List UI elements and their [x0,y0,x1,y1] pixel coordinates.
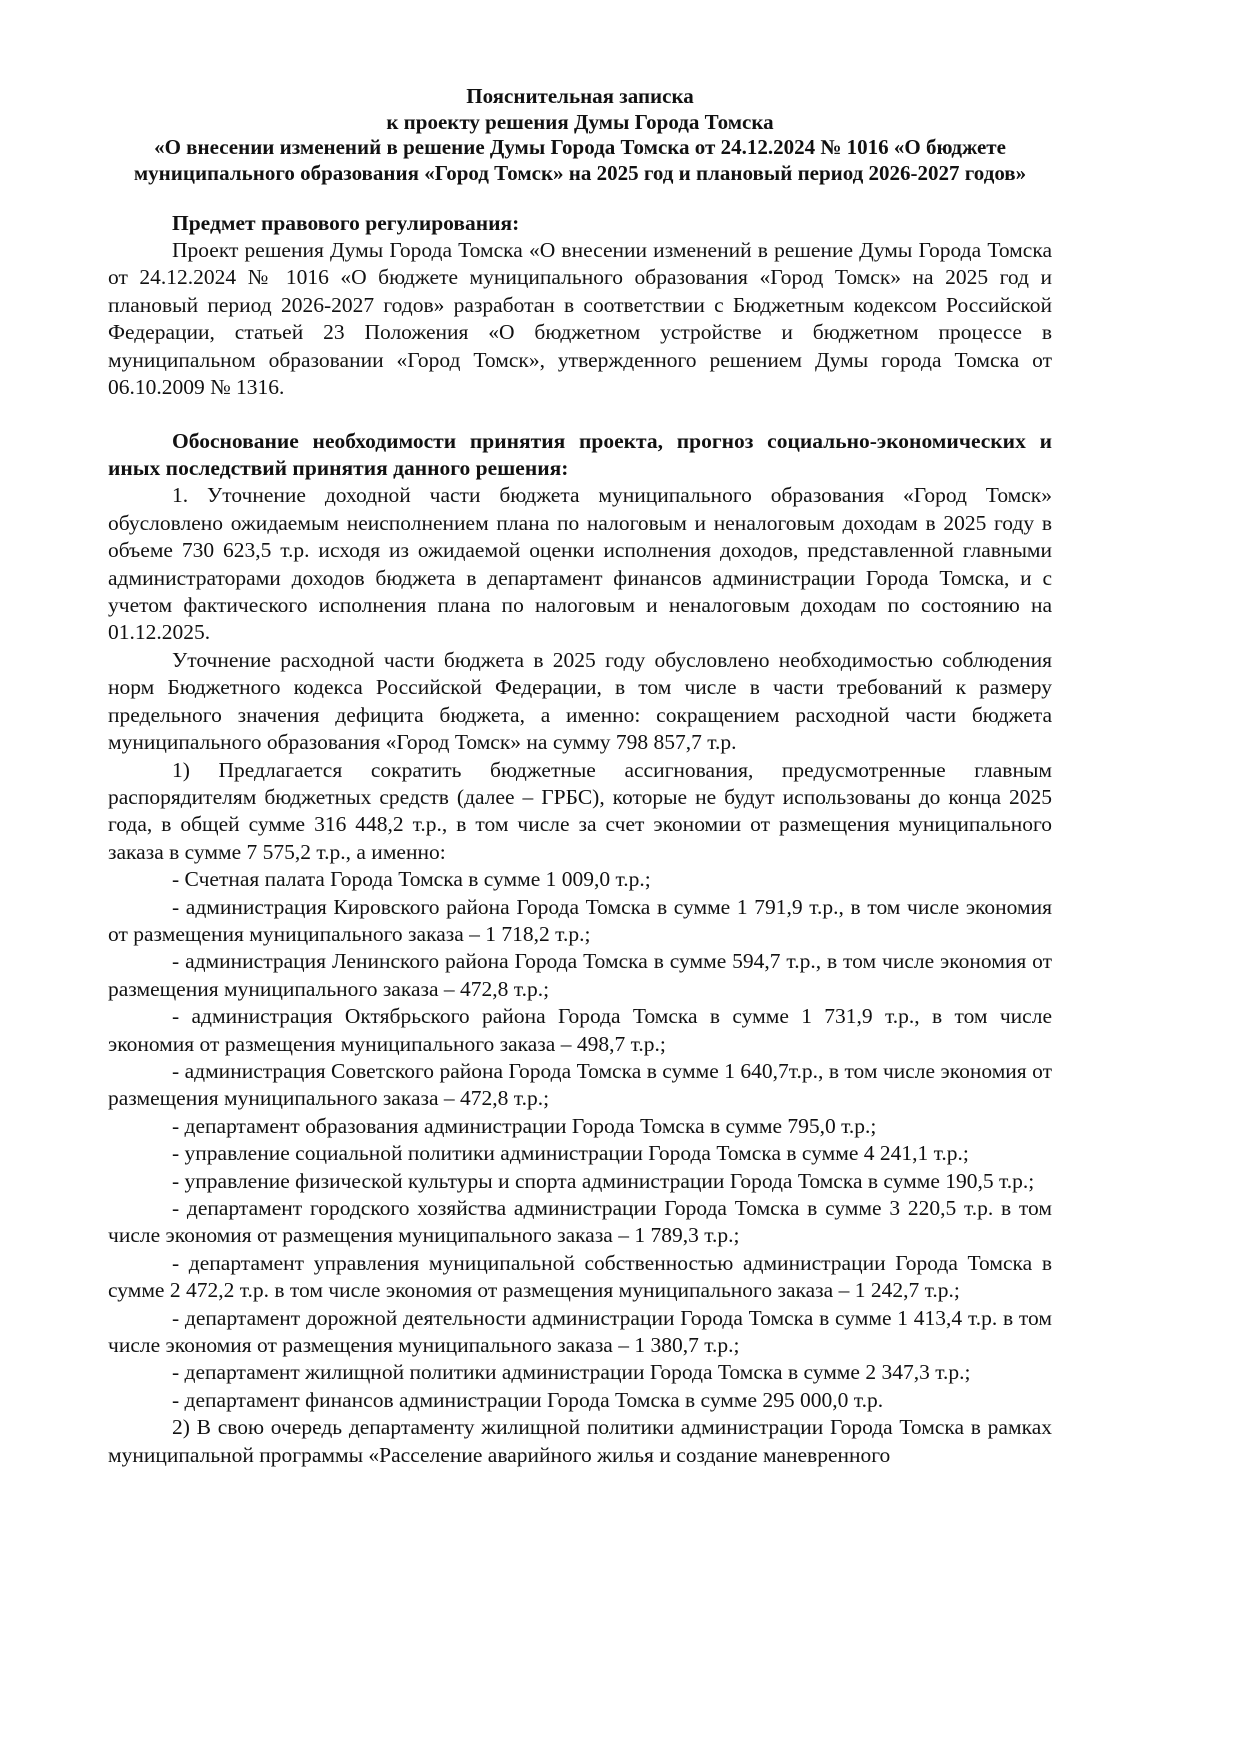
list-item: - департамент финансов администрации Города Томска в сумме 295 000,0 т.р. [172,1387,884,1412]
list-item: - департамент городского хозяйства администрации Города Томска в сумме 3 220,5 т.р. в том числе экономия от размещения муниципального заказа – 1 789,3 т.р.; [108,1196,1052,1248]
list-item: - департамент управления муниципальной собственностью администрации Города Томска в сумме 2 472,2 т.р. в том числе экономия от размещения муниципального заказа – 1 242,7 т.р.; [108,1250,1052,1303]
document-page [108,84,1052,1469]
document-subject: «О внесении изменений в решение Думы Города Томска от 24.12.2024 № 1016 «О бюджете муниципального образования «Город Томск» на 2025 год и плановый период 2026-2027 годов» [133,135,1027,185]
document-title: Пояснительная записка [466,84,694,108]
paragraph: Уточнение расходной части бюджета в 2025 году обусловлено необходимостью соблюдения норм Бюджетного кодекса Российской Федерации, в том числе в части требований к размеру предельного значения дефицита бюджета, а именно: сокращением расходной части бюджета муниципального образования «Город Томск» на сумму 798 857,7 т.р. [108,647,1052,755]
list-item: - администрация Октябрьского района Города Томска в сумме 1 731,9 т.р., в том числе экономия от размещения муниципального заказа – 498,7 т.р.; [108,1004,1052,1056]
list-item: - управление социальной политики администрации Города Томска в сумме 4 241,1 т.р.; [172,1141,969,1166]
paragraph: 1. Уточнение доходной части бюджета муниципального образования «Город Томск» обусловлено ожидаемым неисполнением плана по налоговым и неналоговым доходам в 2025 году в объеме 730 623,5 т.р. исходя из ожидаемой оценки исполнения доходов, представленной главными администраторами доходов бюджета в департамент финансов администрации Города Томска, и с учетом фактического исполнения плана по налоговым и неналоговым доходам по состоянию на 01.12.2025. [108,483,1052,645]
list-item: - департамент жилищной политики администрации Города Томска в сумме 2 347,3 т.р.; [172,1360,971,1385]
paragraph-regulation: Проект решения Думы Города Томска «О внесении изменений в решение Думы Города Томска от 24.12.2024 № 1016 «О бюджете муниципального образования «Город Томск» на 2025 год и плановый период 2026-2027 годов» разработан в соответствии с Бюджетным кодексом Российской Федерации, статьей 23 Положения «О бюджетном устройстве и бюджетном процессе в муниципальном образовании «Город Томск», утвержденного решением Думы города Томска от 06.10.2009 № 1316. [108,238,1052,400]
list-item: - управление физической культуры и спорта администрации Города Томска в сумме 190,5 т.р.; [172,1168,1035,1193]
list-item: - Счетная палата Города Томска в сумме 1 009,0 т.р.; [172,867,651,892]
paragraph: 1) Предлагается сократить бюджетные ассигнования, предусмотренные главным распорядителям бюджетных средств (далее – ГРБС), которые не будут использованы до конца 2025 года, в общей сумме 316 448,2 т.р., в том числе за счет экономии от размещения муниципального заказа в сумме 7 575,2 т.р., а именно: [108,757,1052,864]
paragraph-closing: 2) В свою очередь департаменту жилищной политики администрации Города Томска в рамках муниципальной программы «Расселение аварийного жилья и создание маневренного [108,1415,1052,1467]
section-heading-regulation: Предмет правового регулирования: [172,211,520,235]
document-subtitle: к проекту решения Думы Города Томска [386,109,774,134]
list-item: - администрация Советского района Города Томска в сумме 1 640,7т.р., в том числе экономия от размещения муниципального заказа – 472,8 т.р.; [108,1058,1052,1111]
list-item: - администрация Ленинского района Города Томска в сумме 594,7 т.р., в том числе экономия от размещения муниципального заказа – 472,8 т.р.; [108,949,1052,1001]
list-item: - администрация Кировского района Города Томска в сумме 1 791,9 т.р., в том числе экономия от размещения муниципального заказа – 1 718,2 т.р.; [108,894,1052,946]
list-item: - департамент дорожной деятельности администрации Города Томска в сумме 1 413,4 т.р. в том числе экономия от размещения муниципального заказа – 1 380,7 т.р.; [108,1305,1052,1358]
section-heading-justification: Обоснование необходимости принятия проекта, прогноз социально-экономических и иных последствий принятия данного решения: [108,429,1052,481]
list-item: - департамент образования администрации Города Томска в сумме 795,0 т.р.; [172,1113,877,1138]
